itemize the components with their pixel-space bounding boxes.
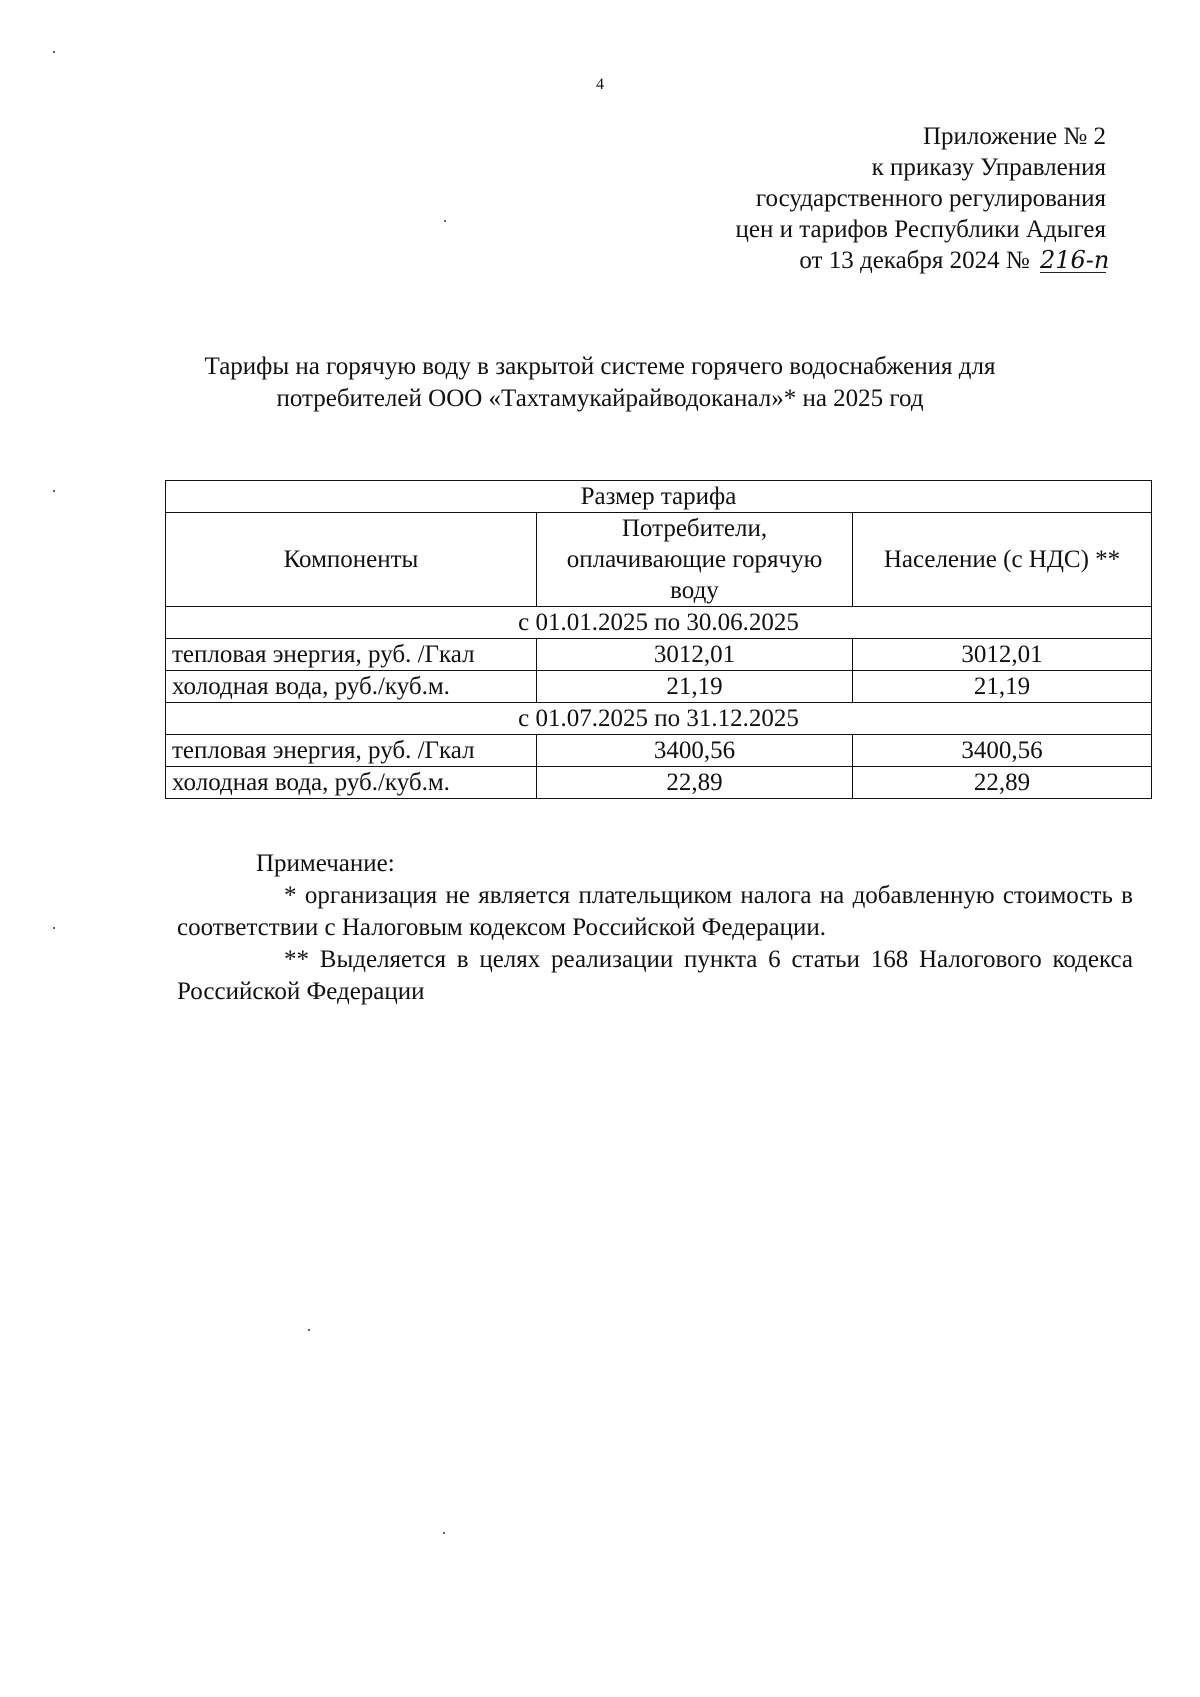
period-label: с 01.01.2025 по 30.06.2025 [166,607,1152,639]
appendix-line-4: цен и тарифов Республики Адыгея [735,216,1106,243]
appendix-line-1: Приложение № 2 [922,123,1106,150]
appendix-line-3: государственного регулирования [755,185,1106,212]
col-header-consumers: Потребители, оплачивающие горячую воду [537,513,853,607]
scan-speck [444,220,446,222]
consumers-value: 21,19 [537,671,853,703]
population-value: 3012,01 [853,639,1152,671]
col-header-population: Население (с НДС) ** [853,513,1152,607]
appendix-line-2: к приказу Управления [871,154,1106,181]
table-group-header-row [166,481,1152,513]
title-line-2: потребителей ООО «Тахтамукайрайводоканал»* на 2025 год [276,385,924,412]
note-1: * организация не является плательщиком налога на добавленную стоимость в соответствии с Налоговым кодексом Российской Федерации. [177,882,1133,941]
period-label: с 01.07.2025 по 31.12.2025 [166,703,1152,735]
table-row [166,671,1152,703]
scan-speck [443,1532,445,1534]
table-row [166,735,1152,767]
period-row [166,703,1152,735]
scan-speck [308,1329,310,1331]
component-cell: тепловая энергия, руб. /Гкал [166,639,537,671]
page-number: 4 [596,76,604,93]
table-column-header-row [166,513,1152,607]
notes-section [177,848,1133,1008]
order-number-handwritten: 216-п [1040,246,1110,274]
population-value: 21,19 [853,671,1152,703]
document-title [0,351,1200,415]
table-row [166,639,1152,671]
group-header: Размер тарифа [166,481,1152,513]
appendix-line-5 [736,245,1110,276]
scan-speck [53,490,55,492]
title-line-1: Тарифы на горячую воду в закрытой системе горячего водоснабжения для [204,353,996,380]
note-2: ** Выделяется в целях реализации пункта 6 статьи 168 Налогового кодекса Российской Федерации [177,946,1133,1005]
col-header-components: Компоненты [166,513,537,607]
table-row [166,767,1152,799]
appendix-block [735,121,1110,276]
population-value: 3400,56 [853,735,1152,767]
notes-label: Примечание: [256,850,395,877]
component-cell: тепловая энергия, руб. /Гкал [166,735,537,767]
component-cell: холодная вода, руб./куб.м. [166,767,537,799]
scan-speck [53,51,55,53]
order-date: от 13 декабря 2024 № [799,247,1030,274]
component-cell: холодная вода, руб./куб.м. [166,671,537,703]
consumers-value: 22,89 [537,767,853,799]
consumers-value: 3012,01 [537,639,853,671]
population-value: 22,89 [853,767,1152,799]
period-row [166,607,1152,639]
tariff-table [165,480,1152,799]
scan-speck [53,927,55,929]
consumers-value: 3400,56 [537,735,853,767]
